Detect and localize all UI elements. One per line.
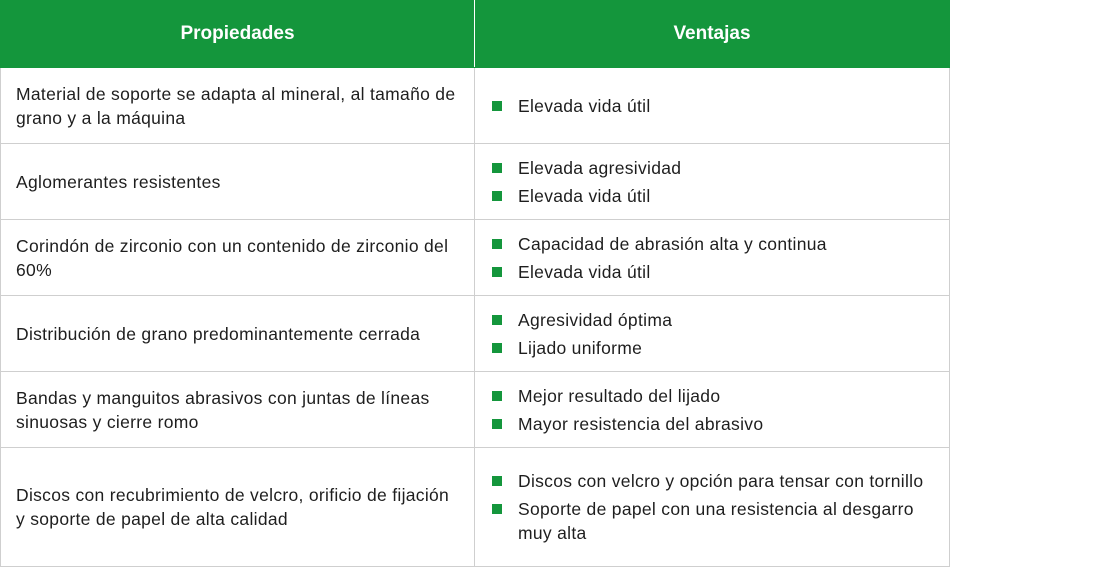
advantages-list bbox=[491, 94, 939, 118]
advantage-item bbox=[491, 412, 939, 436]
bullet-square-icon bbox=[492, 476, 502, 486]
property-cell: Distribución de grano predominantemente cerrada bbox=[1, 296, 475, 372]
table-row bbox=[1, 372, 950, 448]
advantage-item bbox=[491, 184, 939, 208]
property-cell: Corindón de zirconio con un contenido de zirconio del 60% bbox=[1, 220, 475, 296]
advantages-cell bbox=[475, 144, 950, 220]
advantages-cell bbox=[475, 448, 950, 567]
bullet-square-icon bbox=[492, 315, 502, 325]
table-row bbox=[1, 296, 950, 372]
advantage-text: Agresividad óptima bbox=[518, 309, 673, 330]
table-row bbox=[1, 144, 950, 220]
property-cell: Aglomerantes resistentes bbox=[1, 144, 475, 220]
advantage-item bbox=[491, 469, 939, 493]
advantage-item bbox=[491, 308, 939, 332]
advantage-text: Elevada vida útil bbox=[518, 95, 651, 116]
property-cell: Discos con recubrimiento de velcro, orificio de fijación y soporte de papel de alta calidad bbox=[1, 448, 475, 567]
property-cell: Bandas y manguitos abrasivos con juntas de líneas sinuosas y cierre romo bbox=[1, 372, 475, 448]
advantage-text: Elevada agresividad bbox=[518, 157, 682, 178]
advantage-text: Lijado uniforme bbox=[518, 337, 643, 358]
advantage-item bbox=[491, 156, 939, 180]
advantage-item bbox=[491, 497, 939, 545]
bullet-square-icon bbox=[492, 239, 502, 249]
advantages-list bbox=[491, 469, 939, 545]
advantage-text: Elevada vida útil bbox=[518, 185, 651, 206]
advantage-item bbox=[491, 336, 939, 360]
advantage-item bbox=[491, 384, 939, 408]
advantage-item bbox=[491, 232, 939, 256]
bullet-square-icon bbox=[492, 391, 502, 401]
advantage-text: Capacidad de abrasión alta y continua bbox=[518, 233, 827, 254]
advantages-list bbox=[491, 232, 939, 284]
advantage-text: Soporte de papel con una resistencia al desgarro muy alta bbox=[518, 499, 914, 543]
table-row bbox=[1, 448, 950, 567]
advantage-text: Discos con velcro y opción para tensar con tornillo bbox=[518, 471, 924, 491]
bullet-square-icon bbox=[492, 343, 502, 353]
advantages-list bbox=[491, 156, 939, 208]
bullet-square-icon bbox=[492, 504, 502, 514]
bullet-square-icon bbox=[492, 163, 502, 173]
header-propiedades: Propiedades bbox=[1, 1, 475, 68]
advantage-text: Mayor resistencia del abrasivo bbox=[518, 413, 764, 434]
advantages-list bbox=[491, 384, 939, 436]
advantage-item bbox=[491, 94, 939, 118]
advantage-item bbox=[491, 260, 939, 284]
bullet-square-icon bbox=[492, 267, 502, 277]
advantages-cell bbox=[475, 220, 950, 296]
table-header-row bbox=[1, 1, 950, 68]
bullet-square-icon bbox=[492, 419, 502, 429]
table-row bbox=[1, 68, 950, 144]
advantages-cell bbox=[475, 296, 950, 372]
bullet-square-icon bbox=[492, 101, 502, 111]
advantage-text: Mejor resultado del lijado bbox=[518, 385, 721, 406]
advantages-cell bbox=[475, 372, 950, 448]
header-ventajas: Ventajas bbox=[475, 1, 950, 68]
advantage-text: Elevada vida útil bbox=[518, 261, 651, 282]
property-cell: Material de soporte se adapta al mineral, al tamaño de grano y a la máquina bbox=[1, 68, 475, 144]
advantages-cell bbox=[475, 68, 950, 144]
table-row bbox=[1, 220, 950, 296]
bullet-square-icon bbox=[492, 191, 502, 201]
advantages-list bbox=[491, 308, 939, 360]
